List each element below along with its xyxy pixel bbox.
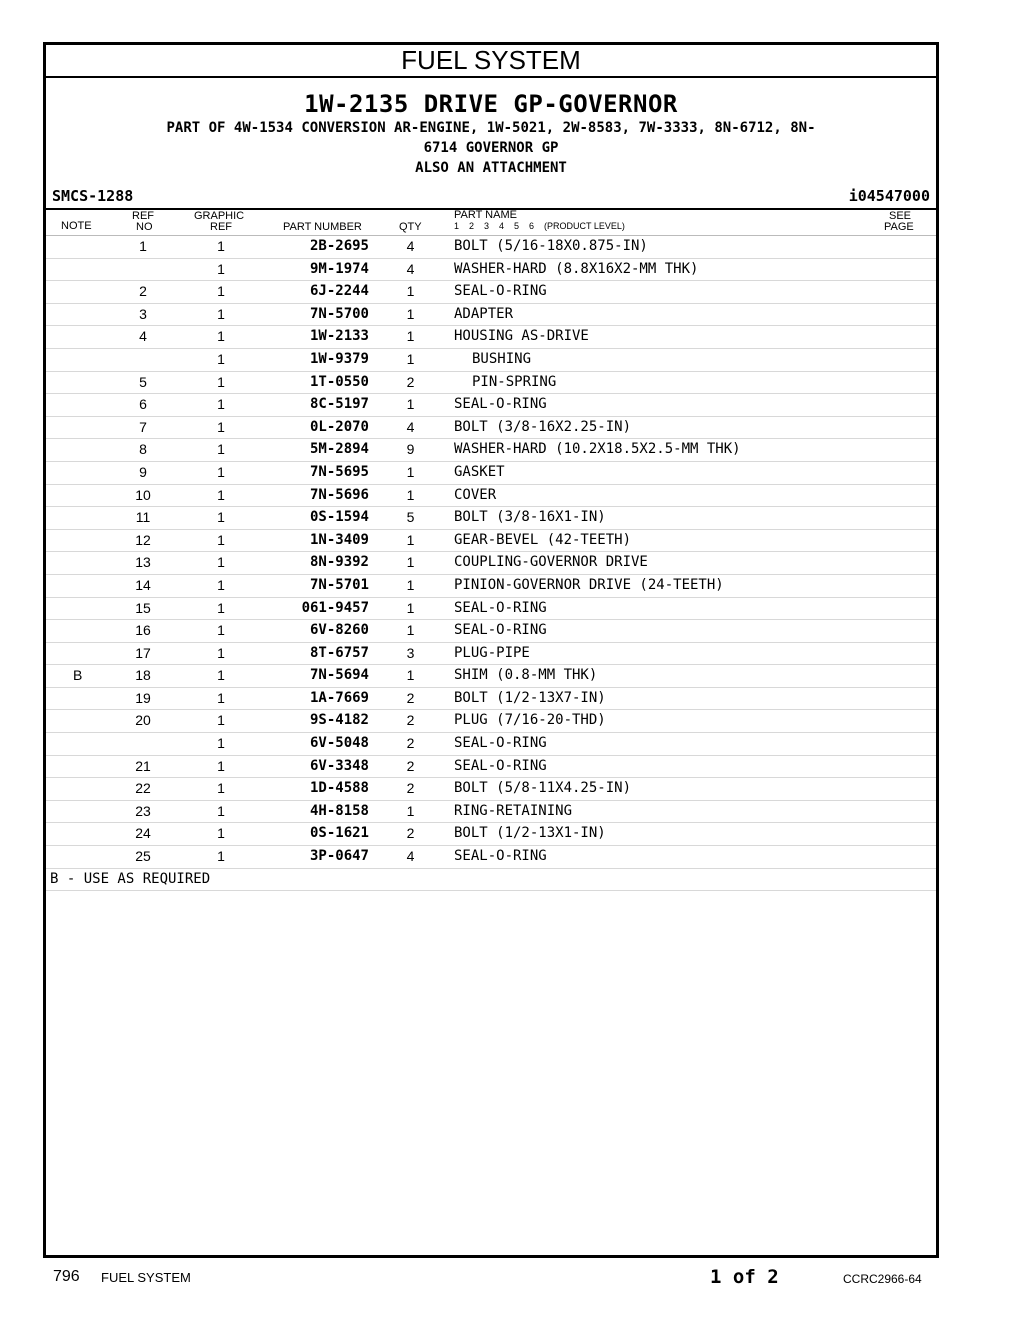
part-name-cell: COVER <box>454 486 497 503</box>
part-name-cell: RING-RETAINING <box>454 802 573 819</box>
qty-cell: 1 <box>406 328 415 345</box>
table-row <box>46 643 936 666</box>
part-name-cell: COUPLING-GOVERNOR DRIVE <box>454 554 648 571</box>
qty-cell: 4 <box>406 848 415 865</box>
ref-no-cell: 24 <box>135 825 151 842</box>
part-number-cell: 0S-1594 <box>309 509 369 526</box>
part-name-cell: SEAL-O-RING <box>454 599 547 616</box>
table-row <box>46 326 936 349</box>
ref-no-cell: 20 <box>135 712 151 729</box>
table-row <box>46 846 936 869</box>
graphic-ref-cell: 1 <box>217 283 225 300</box>
part-name-cell: BOLT (3/8-16X1-IN) <box>454 509 606 526</box>
table-row <box>46 417 936 440</box>
part-name-cell: WASHER-HARD (10.2X18.5X2.5-MM THK) <box>454 441 741 458</box>
part-number-cell: 1A-7669 <box>309 689 369 706</box>
part-name-cell: ADAPTER <box>454 305 514 322</box>
table-row <box>46 259 936 282</box>
part-number-cell: 8C-5197 <box>309 396 369 413</box>
table-row <box>46 485 936 508</box>
graphic-ref-cell: 1 <box>217 305 225 322</box>
header-ref-bottom: NO <box>136 221 153 233</box>
ref-no-cell: 7 <box>139 418 147 435</box>
qty-cell: 2 <box>406 780 415 797</box>
qty-cell: 1 <box>406 576 415 593</box>
qty-cell: 1 <box>406 667 415 684</box>
ref-no-cell: 4 <box>139 328 147 345</box>
header-ref-top: REF <box>132 210 154 222</box>
qty-cell: 2 <box>406 373 415 390</box>
part-name-cell: SEAL-O-RING <box>454 735 547 752</box>
part-name-cell: GASKET <box>454 463 505 480</box>
ref-no-cell: 17 <box>135 644 151 661</box>
header-part-name: PART NAME <box>454 209 517 221</box>
qty-cell: 4 <box>406 418 415 435</box>
table-row <box>46 394 936 417</box>
qty-cell: 1 <box>406 305 415 322</box>
qty-cell: 1 <box>406 622 415 639</box>
qty-cell: 1 <box>406 531 415 548</box>
ref-no-cell: 5 <box>139 373 147 390</box>
graphic-ref-cell: 1 <box>217 260 225 277</box>
part-number-cell: 1W-2133 <box>309 328 369 345</box>
part-number-cell: 061-9457 <box>301 599 369 616</box>
graphic-ref-cell: 1 <box>217 396 225 413</box>
graphic-ref-cell: 1 <box>217 644 225 661</box>
ref-no-cell: 3 <box>139 305 147 322</box>
header-graphic-top: GRAPHIC <box>194 210 245 222</box>
part-number-cell: 3P-0647 <box>309 848 369 865</box>
ref-no-cell: 16 <box>135 622 151 639</box>
footnote-row <box>46 869 936 891</box>
part-number-cell: 1T-0550 <box>309 373 369 390</box>
qty-cell: 1 <box>406 350 415 367</box>
graphic-ref-cell: 1 <box>217 599 225 616</box>
header-product-levels: 1 2 3 4 5 6 (PRODUCT LEVEL) <box>454 221 625 231</box>
page-number: 796 <box>53 1268 80 1285</box>
table-row <box>46 710 936 733</box>
section-title: FUEL SYSTEM <box>46 45 936 78</box>
part-number-cell: 7N-5696 <box>309 486 369 503</box>
header-qty: QTY <box>399 221 422 233</box>
part-name-cell: BOLT (5/8-11X4.25-IN) <box>454 780 632 797</box>
table-row <box>46 304 936 327</box>
ref-no-cell: 8 <box>139 441 147 458</box>
part-name-cell: BOLT (1/2-13X7-IN) <box>454 689 606 706</box>
qty-cell: 1 <box>406 599 415 616</box>
part-name-cell: SEAL-O-RING <box>454 283 547 300</box>
table-row <box>46 665 936 688</box>
ref-no-cell: 10 <box>135 486 151 503</box>
graphic-ref-cell: 1 <box>217 238 225 254</box>
table-row <box>46 620 936 643</box>
ref-no-cell: 23 <box>135 802 151 819</box>
graphic-ref-cell: 1 <box>217 667 225 684</box>
graphic-ref-cell: 1 <box>217 328 225 345</box>
ref-no-cell: 1 <box>139 238 147 254</box>
subtitle-line: PART OF 4W-1534 CONVERSION AR-ENGINE, 1W-5021, 2W-8583, 7W-3333, 8N-6712, 8N- <box>166 120 816 136</box>
part-number-cell: 1N-3409 <box>309 531 369 548</box>
part-number-cell: 7N-5701 <box>309 576 369 593</box>
qty-cell: 9 <box>406 441 415 458</box>
qty-cell: 5 <box>406 509 415 526</box>
table-row <box>46 462 936 485</box>
parts-page-frame <box>43 42 939 1258</box>
qty-cell: 2 <box>406 735 415 752</box>
part-name-cell: BOLT (5/16-18X0.875-IN) <box>454 238 648 254</box>
part-number-cell: 0S-1621 <box>309 825 369 842</box>
part-number-cell: 6J-2244 <box>309 283 369 300</box>
note-cell: B <box>73 667 83 684</box>
table-row <box>46 756 936 779</box>
table-row <box>46 575 936 598</box>
ref-no-cell: 22 <box>135 780 151 797</box>
graphic-ref-cell: 1 <box>217 418 225 435</box>
table-row <box>46 688 936 711</box>
part-number-cell: 9S-4182 <box>309 712 369 729</box>
part-number-cell: 7N-5700 <box>309 305 369 322</box>
qty-cell: 2 <box>406 689 415 706</box>
qty-cell: 1 <box>406 486 415 503</box>
part-number-cell: 6V-8260 <box>309 622 369 639</box>
qty-cell: 2 <box>406 712 415 729</box>
ref-no-cell: 12 <box>135 531 151 548</box>
graphic-ref-cell: 1 <box>217 554 225 571</box>
ref-no-cell: 13 <box>135 554 151 571</box>
qty-cell: 1 <box>406 463 415 480</box>
part-name-cell: SHIM (0.8-MM THK) <box>454 667 598 684</box>
header-part-number: PART NUMBER <box>283 221 362 233</box>
table-row <box>46 530 936 553</box>
table-row <box>46 801 936 824</box>
qty-cell: 2 <box>406 825 415 842</box>
graphic-ref-cell: 1 <box>217 576 225 593</box>
ref-no-cell: 25 <box>135 848 151 865</box>
part-name-cell: WASHER-HARD (8.8X16X2-MM THK) <box>454 260 699 277</box>
part-name-cell: BUSHING <box>472 350 532 367</box>
part-name-cell: PLUG (7/16-20-THD) <box>454 712 606 729</box>
table-row <box>46 507 936 530</box>
graphic-ref-cell: 1 <box>217 757 225 774</box>
part-number-cell: 2B-2695 <box>309 238 369 254</box>
part-name-cell: GEAR-BEVEL (42-TEETH) <box>454 531 632 548</box>
group-title: 1W-2135 DRIVE GP-GOVERNOR <box>304 90 678 118</box>
part-number-cell: 8N-9392 <box>309 554 369 571</box>
smcs-code: SMCS-1288 <box>52 187 134 205</box>
table-row <box>46 236 936 259</box>
ref-no-cell: 15 <box>135 599 151 616</box>
part-name-cell: BOLT (1/2-13X1-IN) <box>454 825 606 842</box>
parts-list <box>46 236 936 869</box>
illustration-id: i04547000 <box>848 187 930 205</box>
graphic-ref-cell: 1 <box>217 373 225 390</box>
part-number-cell: 7N-5694 <box>309 667 369 684</box>
code-bar <box>46 184 936 210</box>
ref-no-cell: 11 <box>135 509 151 526</box>
graphic-ref-cell: 1 <box>217 509 225 526</box>
ref-no-cell: 19 <box>135 689 151 706</box>
qty-cell: 1 <box>406 396 415 413</box>
part-name-cell: PINION-GOVERNOR DRIVE (24-TEETH) <box>454 576 724 593</box>
part-name-cell: SEAL-O-RING <box>454 848 547 865</box>
table-row <box>46 598 936 621</box>
part-number-cell: 4H-8158 <box>309 802 369 819</box>
table-row <box>46 778 936 801</box>
part-number-cell: 6V-5048 <box>309 735 369 752</box>
graphic-ref-cell: 1 <box>217 441 225 458</box>
table-row <box>46 439 936 462</box>
qty-cell: 1 <box>406 554 415 571</box>
qty-cell: 1 <box>406 283 415 300</box>
part-name-cell: BOLT (3/8-16X2.25-IN) <box>454 418 632 435</box>
footnote: B - USE AS REQUIRED <box>50 870 211 887</box>
qty-cell: 1 <box>406 802 415 819</box>
part-name-cell: SEAL-O-RING <box>454 622 547 639</box>
part-name-cell: HOUSING AS-DRIVE <box>454 328 589 345</box>
pager: 1 of 2 <box>710 1266 779 1288</box>
ref-no-cell: 21 <box>135 757 151 774</box>
header-graphic-bottom: REF <box>210 221 232 233</box>
qty-cell: 4 <box>406 238 415 254</box>
header-see-top: SEE <box>889 210 912 222</box>
table-row <box>46 552 936 575</box>
part-number-cell: 1D-4588 <box>309 780 369 797</box>
part-number-cell: 1W-9379 <box>309 350 369 367</box>
part-number-cell: 7N-5695 <box>309 463 369 480</box>
table-row <box>46 823 936 846</box>
graphic-ref-cell: 1 <box>217 350 225 367</box>
part-number-cell: 9M-1974 <box>309 260 369 277</box>
subtitle <box>46 118 936 178</box>
graphic-ref-cell: 1 <box>217 463 225 480</box>
graphic-ref-cell: 1 <box>217 486 225 503</box>
graphic-ref-cell: 1 <box>217 531 225 548</box>
qty-cell: 4 <box>406 260 415 277</box>
graphic-ref-cell: 1 <box>217 689 225 706</box>
part-number-cell: 6V-3348 <box>309 757 369 774</box>
ref-no-cell: 6 <box>139 396 147 413</box>
page-footer <box>0 1268 1020 1292</box>
part-name-cell: SEAL-O-RING <box>454 757 547 774</box>
table-row <box>46 349 936 372</box>
ref-no-cell: 18 <box>135 667 151 684</box>
qty-cell: 3 <box>406 644 415 661</box>
graphic-ref-cell: 1 <box>217 825 225 842</box>
ref-no-cell: 9 <box>139 463 147 480</box>
footer-section: FUEL SYSTEM <box>101 1270 191 1285</box>
graphic-ref-cell: 1 <box>217 622 225 639</box>
header-see-bottom: PAGE <box>884 221 914 233</box>
ref-no-cell: 14 <box>135 576 151 593</box>
part-number-cell: 0L-2070 <box>309 418 369 435</box>
part-name-cell: PLUG-PIPE <box>454 644 530 661</box>
part-name-cell: SEAL-O-RING <box>454 396 547 413</box>
header-note: NOTE <box>61 220 92 232</box>
graphic-ref-cell: 1 <box>217 735 225 752</box>
graphic-ref-cell: 1 <box>217 802 225 819</box>
table-row <box>46 281 936 304</box>
subtitle-line: 6714 GOVERNOR GP <box>423 140 559 156</box>
table-row <box>46 372 936 395</box>
part-name-cell: PIN-SPRING <box>472 373 557 390</box>
part-number-cell: 8T-6757 <box>309 644 369 661</box>
graphic-ref-cell: 1 <box>217 712 225 729</box>
qty-cell: 2 <box>406 757 415 774</box>
table-header <box>46 210 936 236</box>
doc-code: CCRC2966-64 <box>843 1272 922 1286</box>
ref-no-cell: 2 <box>139 283 147 300</box>
subtitle-line: ALSO AN ATTACHMENT <box>415 160 567 176</box>
graphic-ref-cell: 1 <box>217 780 225 797</box>
graphic-ref-cell: 1 <box>217 848 225 865</box>
table-row <box>46 733 936 756</box>
part-number-cell: 5M-2894 <box>309 441 369 458</box>
